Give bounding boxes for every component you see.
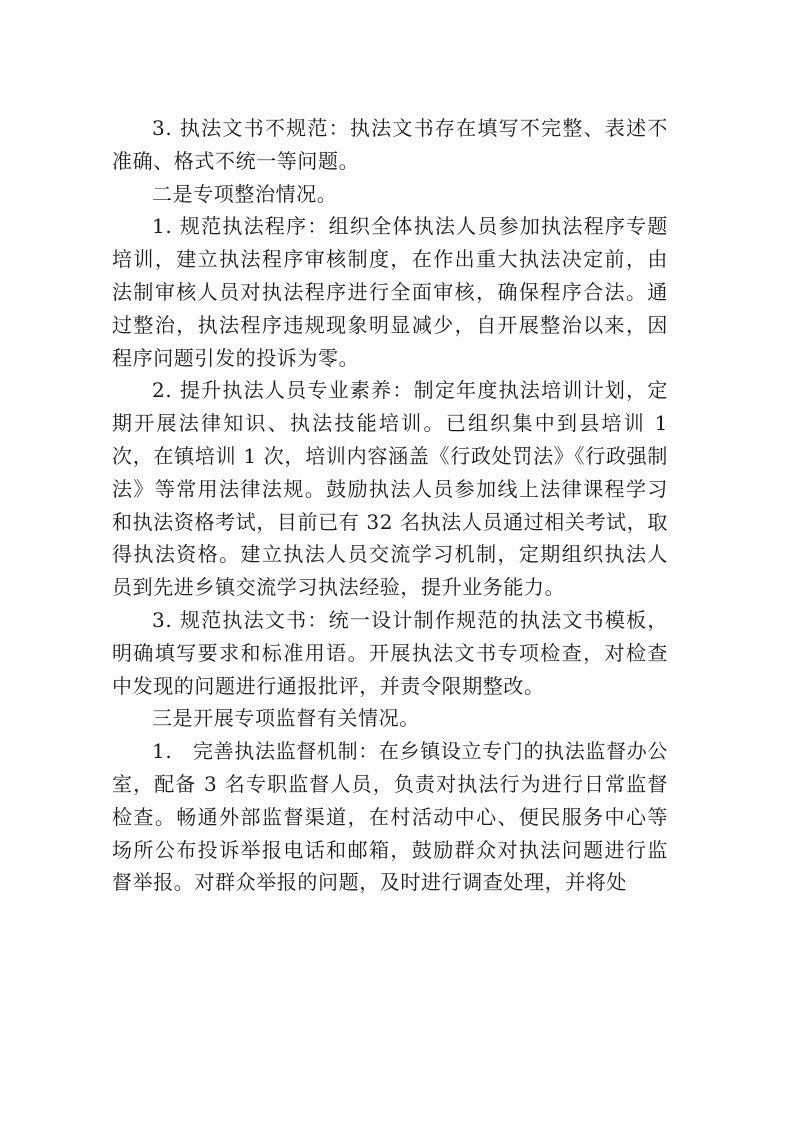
- paragraph-standardize-documents: 3. 规范执法文书：统一设计制作规范的执法文书模板，明确填写要求和标准用语。开展执法文书专项检查，对检查中发现的问题进行通报批评，并责令限期整改。: [112, 607, 668, 698]
- paragraph-item-3-document-issue: 3. 执法文书不规范：执法文书存在填写不完整、表述不准确、格式不统一等问题。: [112, 116, 668, 173]
- section-heading-rectification: 二是专项整治情况。: [152, 181, 338, 206]
- document-body: [112, 112, 668, 899]
- paragraph-standardize-procedure: 1. 规范执法程序：组织全体执法人员参加执法程序专题培训，建立执法程序审核制度，在作出重大执法决定前，由法制审核人员对执法程序进行全面审核，确保程序合法。通过整治，执法程序违规现象明显减少，自开展整治以来，因程序问题引发的投诉为零。: [112, 214, 668, 370]
- paragraph-supervision-mechanism: 1. 完善执法监督机制：在乡镇设立专门的执法监督办公室，配备 3 名专职监督人员，负责对执法行为进行日常监督检查。畅通外部监督渠道，在村活动中心、便民服务中心等场所公布投诉举报电话和邮箱，鼓励群众对执法问题进行监督举报。对群众举报的问题，及时进行调查处理，并将处: [112, 739, 668, 895]
- paragraph-improve-competence: 2. 提升执法人员专业素养：制定年度执法培训计划，定期开展法律知识、执法技能培训。已组织集中到县培训 1 次，在镇培训 1 次，培训内容涵盖《行政处罚法》《行政强制法》等常用法律法规。鼓励执法人员参加线上法律课程学习和执法资格考试，目前已有 32 名执法人员通过相关考试，取得执法资格。建立执法人员交流学习机制，定期组织执法人员到先进乡镇交流学习执法经验，提升业务能力。: [112, 378, 668, 600]
- section-heading-supervision: 三是开展专项监督有关情况。: [152, 706, 420, 731]
